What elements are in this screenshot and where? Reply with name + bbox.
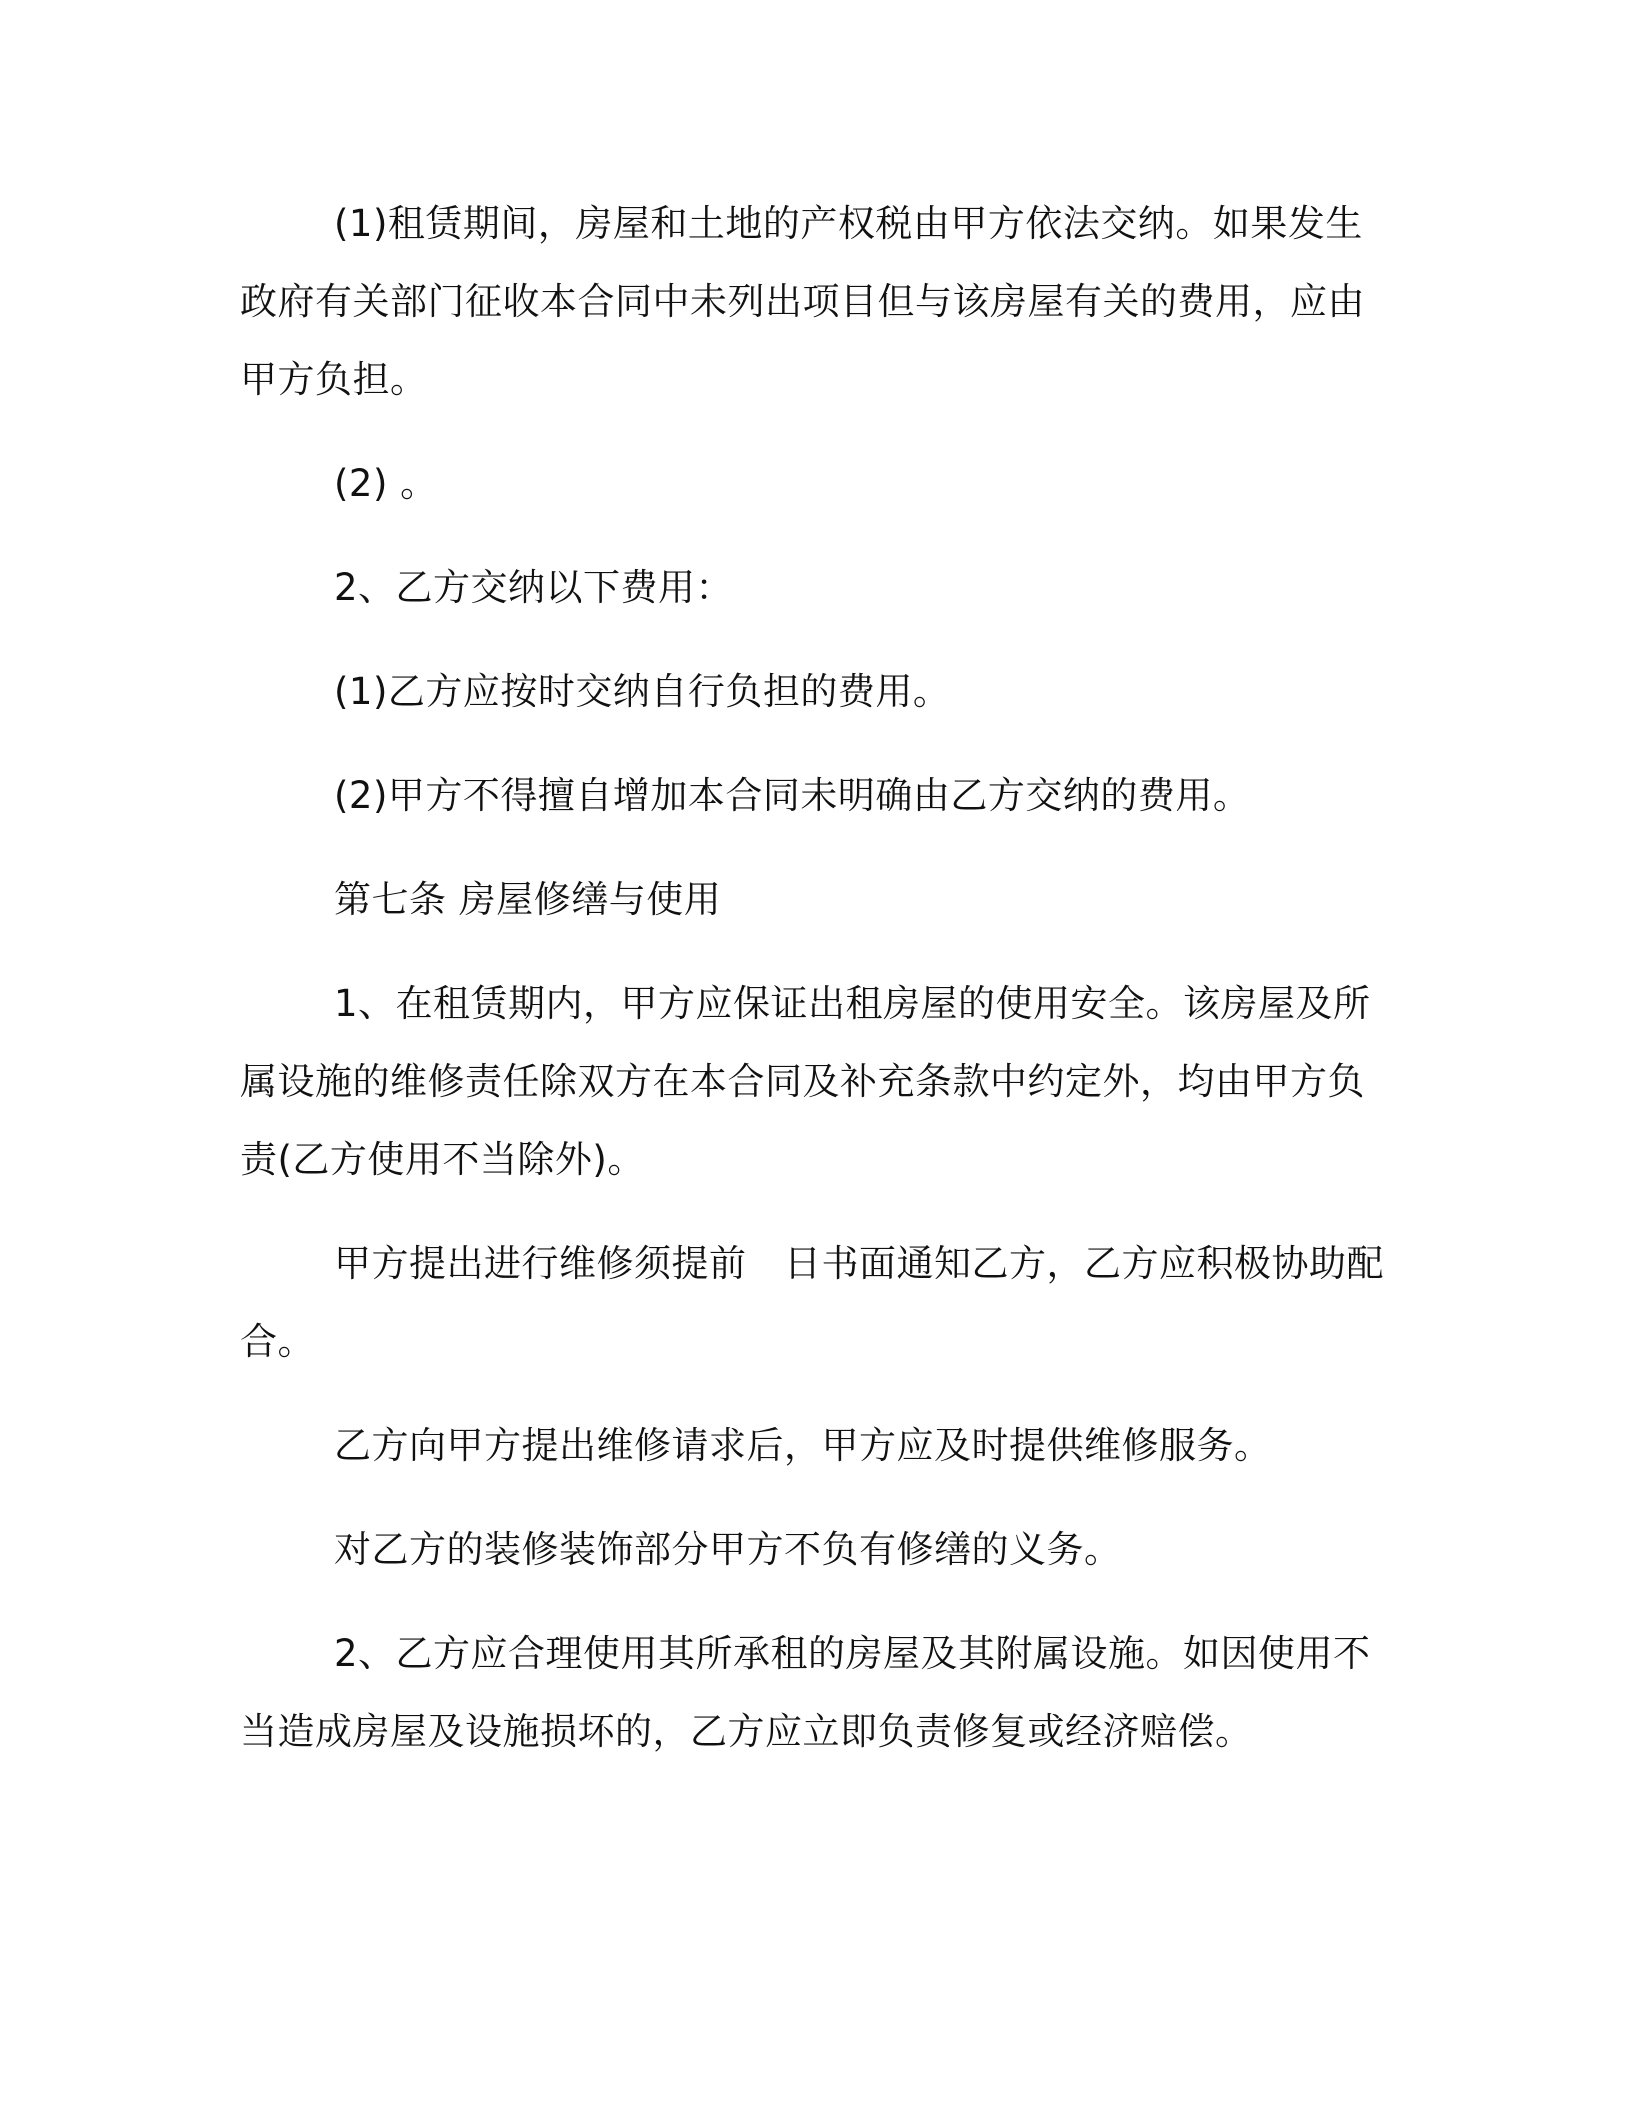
paragraph-tax-duty: (1)租赁期间，房屋和土地的产权税由甲方依法交纳。如果发生政府有关部门征收本合同中未列出项目但与该房屋有关的费用，应由甲方负担。 (240, 202, 1365, 401)
article-seven-heading: 第七条 房屋修缮与使用 (334, 878, 722, 921)
paragraph-tenant-fees-heading: 2、乙方交纳以下费用： (334, 566, 734, 609)
document-body (240, 185, 1390, 1797)
paragraph-no-extra-fees: (2)甲方不得擅自增加本合同未明确由乙方交纳的费用。 (334, 774, 1251, 817)
paragraph-repair-notice: 甲方提出进行维修须提前 日书面通知乙方，乙方应积极协助配合。 (240, 1242, 1384, 1363)
paragraph-tenant-pay-on-time: (1)乙方应按时交纳自行负担的费用。 (334, 670, 951, 713)
paragraph-reasonable-use: 2、乙方应合理使用其所承租的房屋及其附属设施。如因使用不当造成房屋及设施损坏的，乙方应立即负责修复或经济赔偿。 (240, 1632, 1371, 1753)
paragraph-maintenance-responsibility: 1、在租赁期内，甲方应保证出租房屋的使用安全。该房屋及所属设施的维修责任除双方在本合同及补充条款中约定外，均由甲方负责(乙方使用不当除外)。 (240, 982, 1371, 1181)
paragraph-decoration-exclusion: 对乙方的装修装饰部分甲方不负有修缮的义务。 (334, 1528, 1122, 1571)
paragraph-repair-request: 乙方向甲方提出维修请求后，甲方应及时提供维修服务。 (334, 1424, 1272, 1467)
paragraph-item-2-blank: (2) 。 (334, 462, 438, 505)
